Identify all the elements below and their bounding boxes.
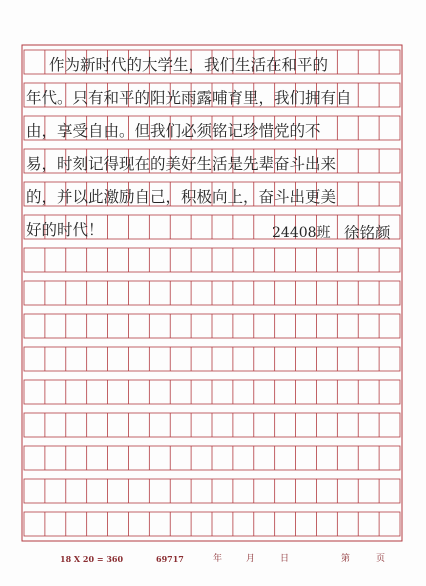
grid-row [24,512,400,536]
footer-year: 年 [213,554,223,564]
footer-code: 69717 [156,554,184,564]
grid-row [24,413,400,437]
footer-format: 18 X 20 = 360 [60,554,124,564]
footer-page-prefix: 第 [341,554,351,564]
footer-month: 月 [246,554,256,564]
essay-line-1: 作为新时代的大学生，我们生活在和平的 [49,56,329,74]
grid-row [24,248,400,272]
grid-row [24,380,400,404]
grid-row [24,281,400,305]
essay-line-4: 易，时刻记得现在的美好生活是先辈奋斗出来 [26,155,337,173]
footer-day: 日 [280,554,290,564]
grid-row [24,446,400,470]
essay-line-2: 年代。只有和平的阳光雨露哺育里，我们拥有自 [26,89,352,107]
essay-line-3: 由，享受自由。但我们必须铭记珍惜党的不 [26,122,321,140]
signature-class: 24408班 [272,225,331,241]
grid-row [24,347,400,371]
grid-row [24,479,400,503]
footer-page-suffix: 页 [376,554,386,564]
grid-row [24,314,400,338]
essay-line-6: 好的时代！ [26,221,104,239]
signature-name: 徐铭颜 [344,224,391,242]
essay-line-5: 的，并以此激励自己，积极向上，奋斗出更美 [26,188,337,206]
